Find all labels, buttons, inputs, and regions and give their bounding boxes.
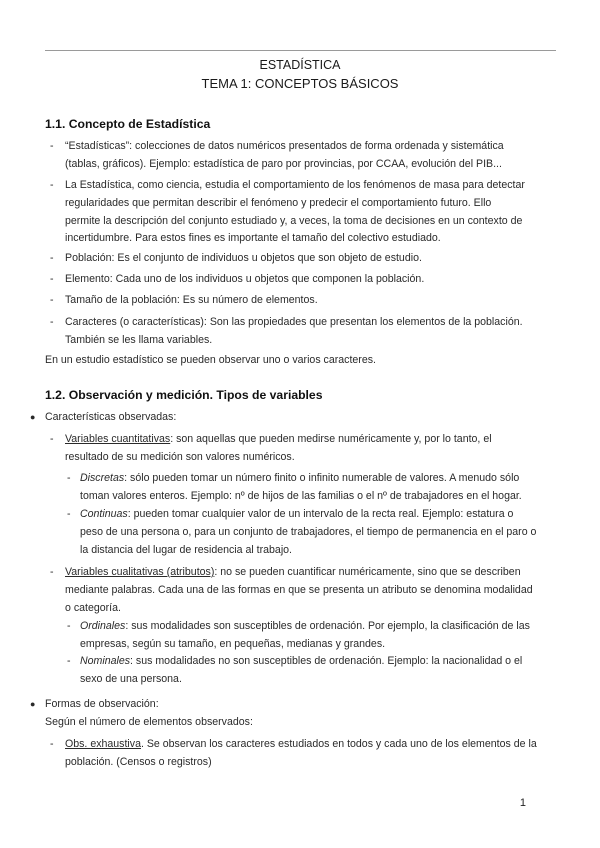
- list-item-line: la distancia del lugar de residencia al trabajo.: [80, 544, 293, 556]
- list-item-line: [65, 563, 521, 581]
- list-item-line: sexo de una persona.: [80, 673, 182, 685]
- list-item-line: [65, 430, 492, 448]
- term-description: : sus modalidades son susceptibles de ordenación. Por ejemplo, la clasificación de las: [125, 620, 530, 632]
- term-italic: Ordinales: [80, 620, 126, 632]
- list-item-line: empresas, según su tamaño, en pequeñas, medianas y grandes.: [80, 638, 386, 650]
- term-description: . Se observan los caracteres estudiados en todos y cada uno de los elementos de la: [140, 738, 537, 750]
- dash-marker: -: [50, 179, 54, 191]
- list-item-line: Población: Es el conjunto de individuos u objetos que son objeto de estudio.: [65, 252, 422, 264]
- dash-marker: -: [50, 566, 54, 578]
- term-italic: Nominales: [80, 655, 131, 667]
- list-item-line: También se les llama variables.: [65, 334, 213, 346]
- dash-marker: -: [50, 140, 54, 152]
- dash-marker: -: [50, 252, 54, 264]
- list-item-line: Caracteres (o características): Son las propiedades que presentan los elementos de la población.: [65, 316, 523, 328]
- list-item-line: Elemento: Cada uno de los individuos u objetos que componen la población.: [65, 273, 425, 285]
- term-italic: Discretas: [80, 472, 125, 484]
- list-item-line: incertidumbre. Para estos fines es importante el tamaño del colectivo estudiado.: [65, 232, 441, 244]
- list-item-line: o categoría.: [65, 602, 121, 614]
- term-underlined: Variables cualitativas (atributos): [65, 566, 215, 578]
- dash-marker: -: [50, 738, 54, 750]
- list-item-line: [65, 735, 537, 753]
- list-item-line: población. (Censos o registros): [65, 756, 212, 768]
- dash-marker: -: [67, 508, 71, 520]
- bullet-marker: ●: [30, 412, 36, 422]
- section-heading-1-1: 1.1. Concepto de Estadística: [45, 117, 211, 131]
- list-item-line: regularidades que permitan describir el fenómeno y predecir el comportamiento futuro. Ello: [65, 197, 492, 209]
- section-heading-1-2: 1.2. Observación y medición. Tipos de variables: [45, 388, 323, 402]
- term-description: : no se pueden cuantificar numéricamente, sino que se describen: [214, 566, 521, 578]
- term-underlined: Variables cuantitativas: [65, 433, 171, 445]
- list-item-line: La Estadística, como ciencia, estudia el comportamiento de los fenómenos de masa para detectar: [65, 179, 525, 191]
- document-title: ESTADÍSTICA: [259, 58, 341, 72]
- list-item-line: [80, 469, 519, 487]
- list-item-line: [80, 617, 530, 635]
- dash-marker: -: [67, 472, 71, 484]
- top-rule: [45, 50, 556, 51]
- term-description: : sólo pueden tomar un número finito o infinito numerable de valores. A menudo sólo: [124, 472, 520, 484]
- dash-marker: -: [67, 655, 71, 667]
- list-item-line: “Estadísticas”: colecciones de datos numéricos presentados de forma ordenada y sistemática: [65, 140, 504, 152]
- page-number: 1: [519, 797, 526, 809]
- term-italic: Continuas: [80, 508, 128, 520]
- list-item-line: Tamaño de la población: Es su número de elementos.: [65, 294, 318, 306]
- term-description: : pueden tomar cualquier valor de un intervalo de la recta real. Ejemplo: estatura o: [127, 508, 514, 520]
- paragraph: En un estudio estadístico se pueden observar uno o varios caracteres.: [45, 354, 376, 366]
- bullet-marker: ●: [30, 699, 36, 709]
- list-item-line: peso de una persona o, para un conjunto de trabajadores, el tiempo de permanencia en el paro o: [80, 526, 537, 538]
- dash-marker: -: [50, 273, 54, 285]
- term-description: : sus modalidades no son susceptibles de ordenación. Ejemplo: la nacionalidad o el: [130, 655, 523, 667]
- dash-marker: -: [50, 433, 54, 445]
- list-item-line: permite la descripción del conjunto estudiado y, a veces, la toma de decisiones en un contexto de: [65, 215, 523, 227]
- list-item-line: toman valores enteros. Ejemplo: nº de hijos de las familias o el nº de trabajadores en el hogar.: [80, 490, 522, 502]
- list-item-line: [80, 652, 522, 670]
- term-underlined: Obs. exhaustiva: [65, 738, 141, 750]
- dash-marker: -: [50, 294, 54, 306]
- dash-marker: -: [50, 316, 54, 328]
- list-item-line: resultado de su medición son valores numéricos.: [65, 451, 295, 463]
- list-item-line: mediante palabras. Cada una de las formas en que se presenta un atributo se denomina modalidad: [65, 584, 533, 596]
- bullet-subtext: Según el número de elementos observados:: [45, 716, 253, 728]
- bullet-item: Características observadas:: [45, 411, 177, 423]
- bullet-item: Formas de observación:: [45, 698, 159, 710]
- list-item-line: [80, 505, 513, 523]
- dash-marker: -: [67, 620, 71, 632]
- list-item-line: (tablas, gráficos). Ejemplo: estadística de paro por provincias, por CCAA, evolución del PIB...: [65, 158, 502, 170]
- term-description: : son aquellas que pueden medirse numéricamente y, por lo tanto, el: [170, 433, 492, 445]
- document-subtitle: TEMA 1: CONCEPTOS BÁSICOS: [201, 76, 399, 91]
